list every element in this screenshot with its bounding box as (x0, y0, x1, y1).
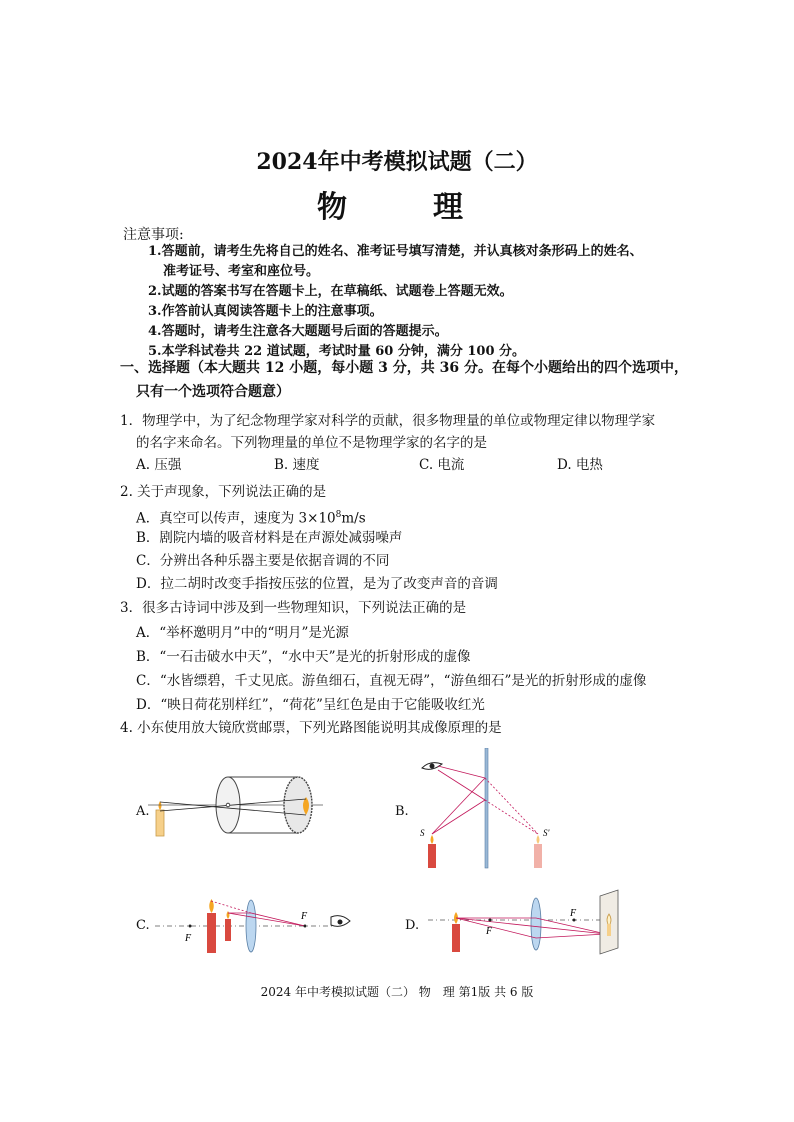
subject-title: 物 理 (317, 190, 491, 225)
question-1-stem: 1．物理学中，为了纪念物理学家对科学的贡献，很多物理量的单位或物理定律以物理学家 (120, 413, 656, 429)
label-f-left: F (185, 933, 192, 944)
label-f-right: F (301, 911, 308, 922)
note-item-4: 4.答题时，请考生注意各大题题号后面的答题提示。 (148, 324, 448, 339)
figure-d-label: D. (405, 918, 420, 933)
q1-option-c: C. 电流 (419, 457, 465, 473)
q2-option-a-text: A．真空可以传声，速度为 3×10 (136, 510, 336, 527)
candle-virtual (207, 913, 216, 953)
figure-b-label: B. (395, 804, 409, 819)
candle-object (225, 919, 231, 941)
note-item-5: 5.本学科试卷共 22 道试题，考试时量 60 分钟，满分 100 分。 (148, 344, 526, 359)
question-4-stem: 4. 小东使用放大镜欣赏邮票，下列光路图能说明其成像原理的是 (120, 720, 502, 736)
q1-option-d: D. 电热 (557, 457, 603, 473)
candle-real (428, 844, 436, 868)
page-title: 2024年中考模拟试题（二） (256, 149, 538, 175)
note-item-2: 2.试题的答案书写在答题卡上，在草稿纸、试题卷上答题无效。 (148, 284, 513, 299)
section-heading: 一、选择题（本大题共 12 小题，每小题 3 分，共 36 分。在每个小题给出的四个选项中， (120, 360, 688, 376)
q2-option-d: D．拉二胡时改变手指按压弦的位置，是为了改变声音的音调 (136, 576, 498, 592)
q3-option-b: B．“一石击破水中天”，“水中天”是光的折射形成的虚像 (136, 649, 471, 665)
figure-d-diagram (428, 888, 628, 960)
question-1-stem-cont: 的名字来命名。下列物理量的单位不是物理学家的名字的是 (136, 435, 487, 451)
label-s-prime: S' (543, 828, 550, 838)
convex-lens (531, 898, 541, 950)
q1-option-a: A. 压强 (136, 457, 182, 473)
figure-c-label: C. (136, 918, 150, 933)
figure-b-diagram (412, 748, 572, 870)
note-item-1: 1.答题前，请考生先将自己的姓名、准考证号填写清楚，并认真核对条形码上的姓名、 (148, 244, 643, 259)
figure-a-diagram (148, 765, 348, 845)
figure-c-diagram (155, 895, 365, 957)
figure-a-label: A. (136, 804, 150, 819)
mirror (485, 748, 488, 868)
q3-option-c: C．“水皆缥碧，千丈见底。游鱼细石，直视无碍”，“游鱼细石”是光的折射形成的虚像 (136, 673, 647, 689)
question-3-stem: 3．很多古诗词中涉及到一些物理知识，下列说法正确的是 (120, 600, 467, 616)
note-item-1-cont: 准考证号、考室和座位号。 (163, 264, 320, 279)
question-2-stem: 2. 关于声现象，下列说法正确的是 (120, 484, 327, 500)
notes-heading: 注意事项: (123, 227, 184, 243)
q3-option-a: A．“举杯邀明月”中的“明月”是光源 (136, 625, 349, 641)
q2-option-b: B．剧院内墙的吸音材料是在声源处减弱噪声 (136, 530, 403, 546)
label-f-right: F (570, 908, 577, 919)
label-s: S (420, 828, 425, 838)
q2-option-c: C．分辨出各种乐器主要是依据音调的不同 (136, 553, 390, 569)
convex-lens (246, 900, 256, 952)
candle-icon (156, 810, 164, 836)
note-item-3: 3.作答前认真阅读答题卡上的注意事项。 (148, 304, 383, 319)
q3-option-d: D．“映日荷花别样红”，“荷花”呈红色是由于它能吸收红光 (136, 697, 485, 713)
q2-option-a-exponent: 8 (335, 510, 342, 520)
candle-image (534, 844, 542, 868)
q2-option-a-unit: m/s (341, 510, 366, 527)
label-f-left: F (486, 926, 493, 937)
page-footer: 2024 年中考模拟试题（二） 物 理 第1版 共 6 版 (260, 985, 534, 999)
section-heading-cont: 只有一个选项符合题意） (136, 384, 290, 400)
q2-option-a (136, 504, 366, 530)
q1-option-b: B. 速度 (274, 457, 320, 473)
candle-object (452, 924, 460, 952)
